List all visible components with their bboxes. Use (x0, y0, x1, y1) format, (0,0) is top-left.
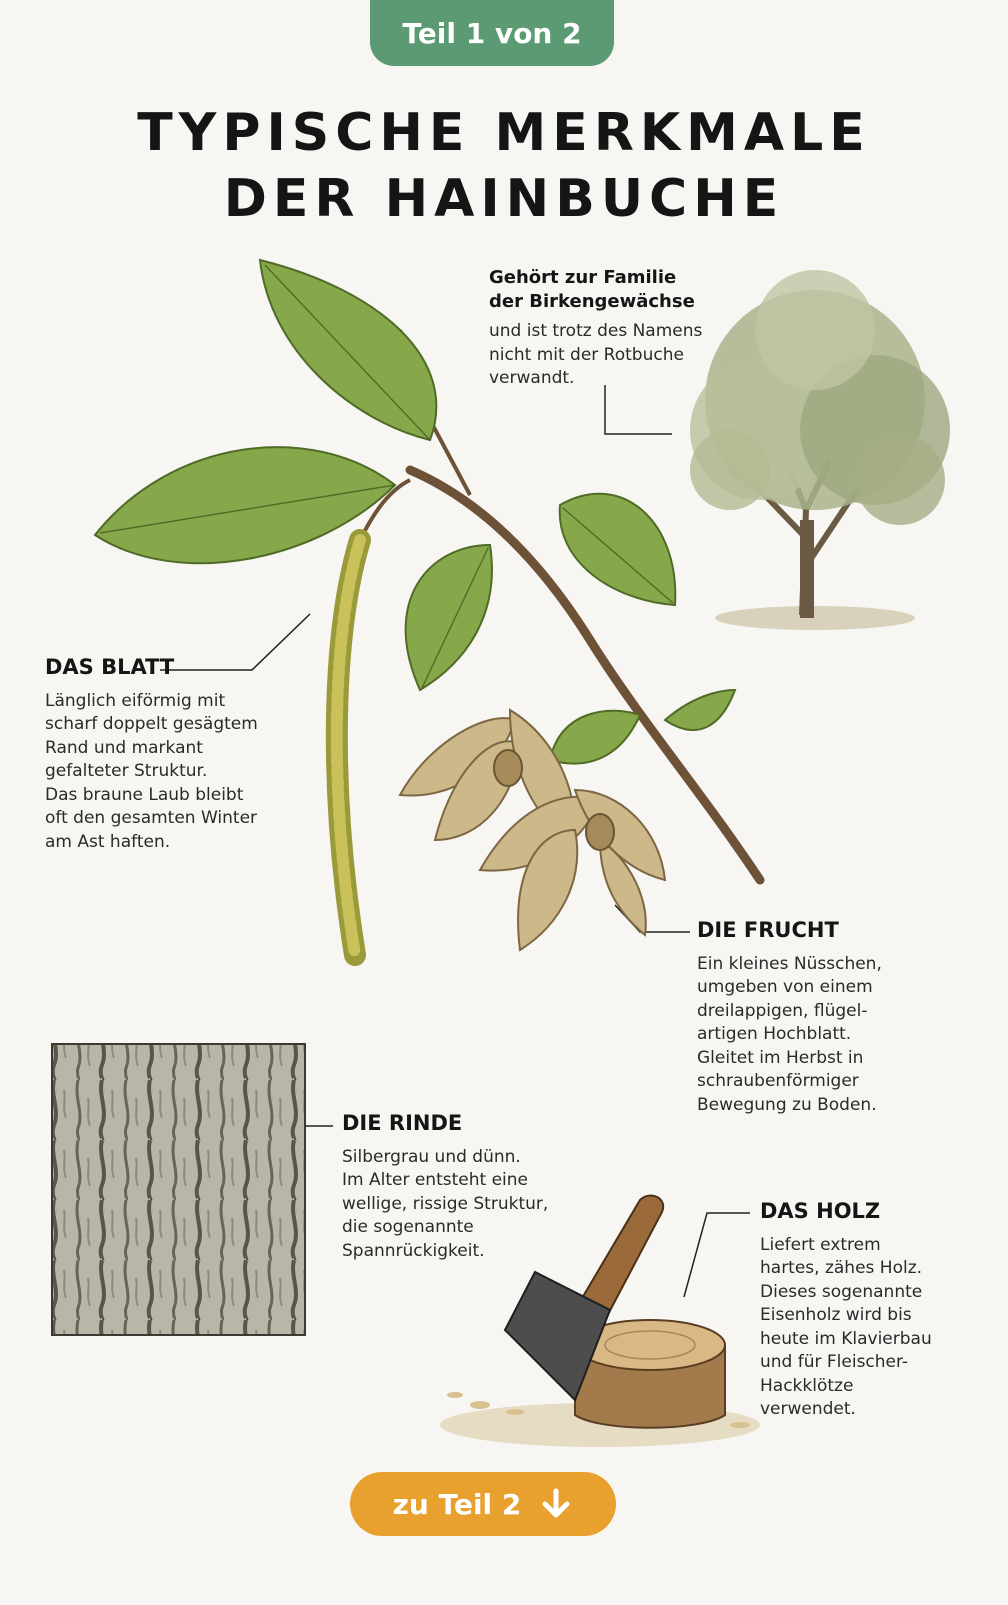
family-heading-line2: der Birkengewächse (489, 291, 695, 312)
wood-callout (760, 1200, 990, 1422)
catkin-illustration (337, 540, 360, 955)
leaf-callout (45, 656, 285, 854)
bark-callout (342, 1112, 572, 1263)
leaf-small-tip (665, 690, 735, 730)
fruit-callout (697, 919, 927, 1117)
leaf-heading: DAS BLATT (45, 655, 175, 679)
bark-texture-illustration (52, 1044, 305, 1335)
leaf-right (560, 494, 676, 605)
leaf-small-lower (550, 711, 640, 764)
bark-heading: DIE RINDE (342, 1111, 463, 1135)
family-heading-line1: Gehört zur Familie (489, 267, 677, 288)
next-part-label: zu Teil 2 (392, 1487, 522, 1521)
page-title-line1: TYPISCHE MERKMALE (137, 103, 871, 163)
next-part-button[interactable] (350, 1472, 616, 1536)
family-body: und ist trotz des Namens nicht mit der Rotbuche verwandt. (489, 321, 703, 388)
arrow-down-icon (539, 1487, 573, 1521)
wood-body: Liefert extrem hartes, zähes Holz. Dieses sogenannte Eisenholz wird bis heute im Klavierbau und für Fleischer- Hackklötze verwendet. (760, 1234, 932, 1419)
hornbeam-tree-illustration (690, 270, 950, 630)
leaf-body: Länglich eiförmig mit scharf doppelt gesägtem Rand und markant gefalteter Struktur. Das braune Laub bleibt oft den gesamten Winter am Ast haften. (45, 690, 258, 852)
fruit-body: Ein kleines Nüsschen, umgeben von einem dreilappigen, flügel- artigen Hochblatt. Gleitet im Herbst in schraubenförmiger Bewegung zu Boden. (697, 953, 882, 1115)
wood-leader-line (684, 1213, 750, 1297)
family-leader-line (605, 385, 672, 434)
bark-body: Silbergrau und dünn. Im Alter entsteht eine wellige, rissige Struktur, die sogenannte Spannrückigkeit. (342, 1146, 549, 1261)
part-indicator-label: Teil 1 von 2 (402, 16, 582, 50)
wood-heading: DAS HOLZ (760, 1199, 881, 1223)
page-title-line2: DER HAINBUCHE (223, 169, 785, 229)
fruit-heading: DIE FRUCHT (697, 918, 839, 942)
family-callout (489, 266, 719, 391)
